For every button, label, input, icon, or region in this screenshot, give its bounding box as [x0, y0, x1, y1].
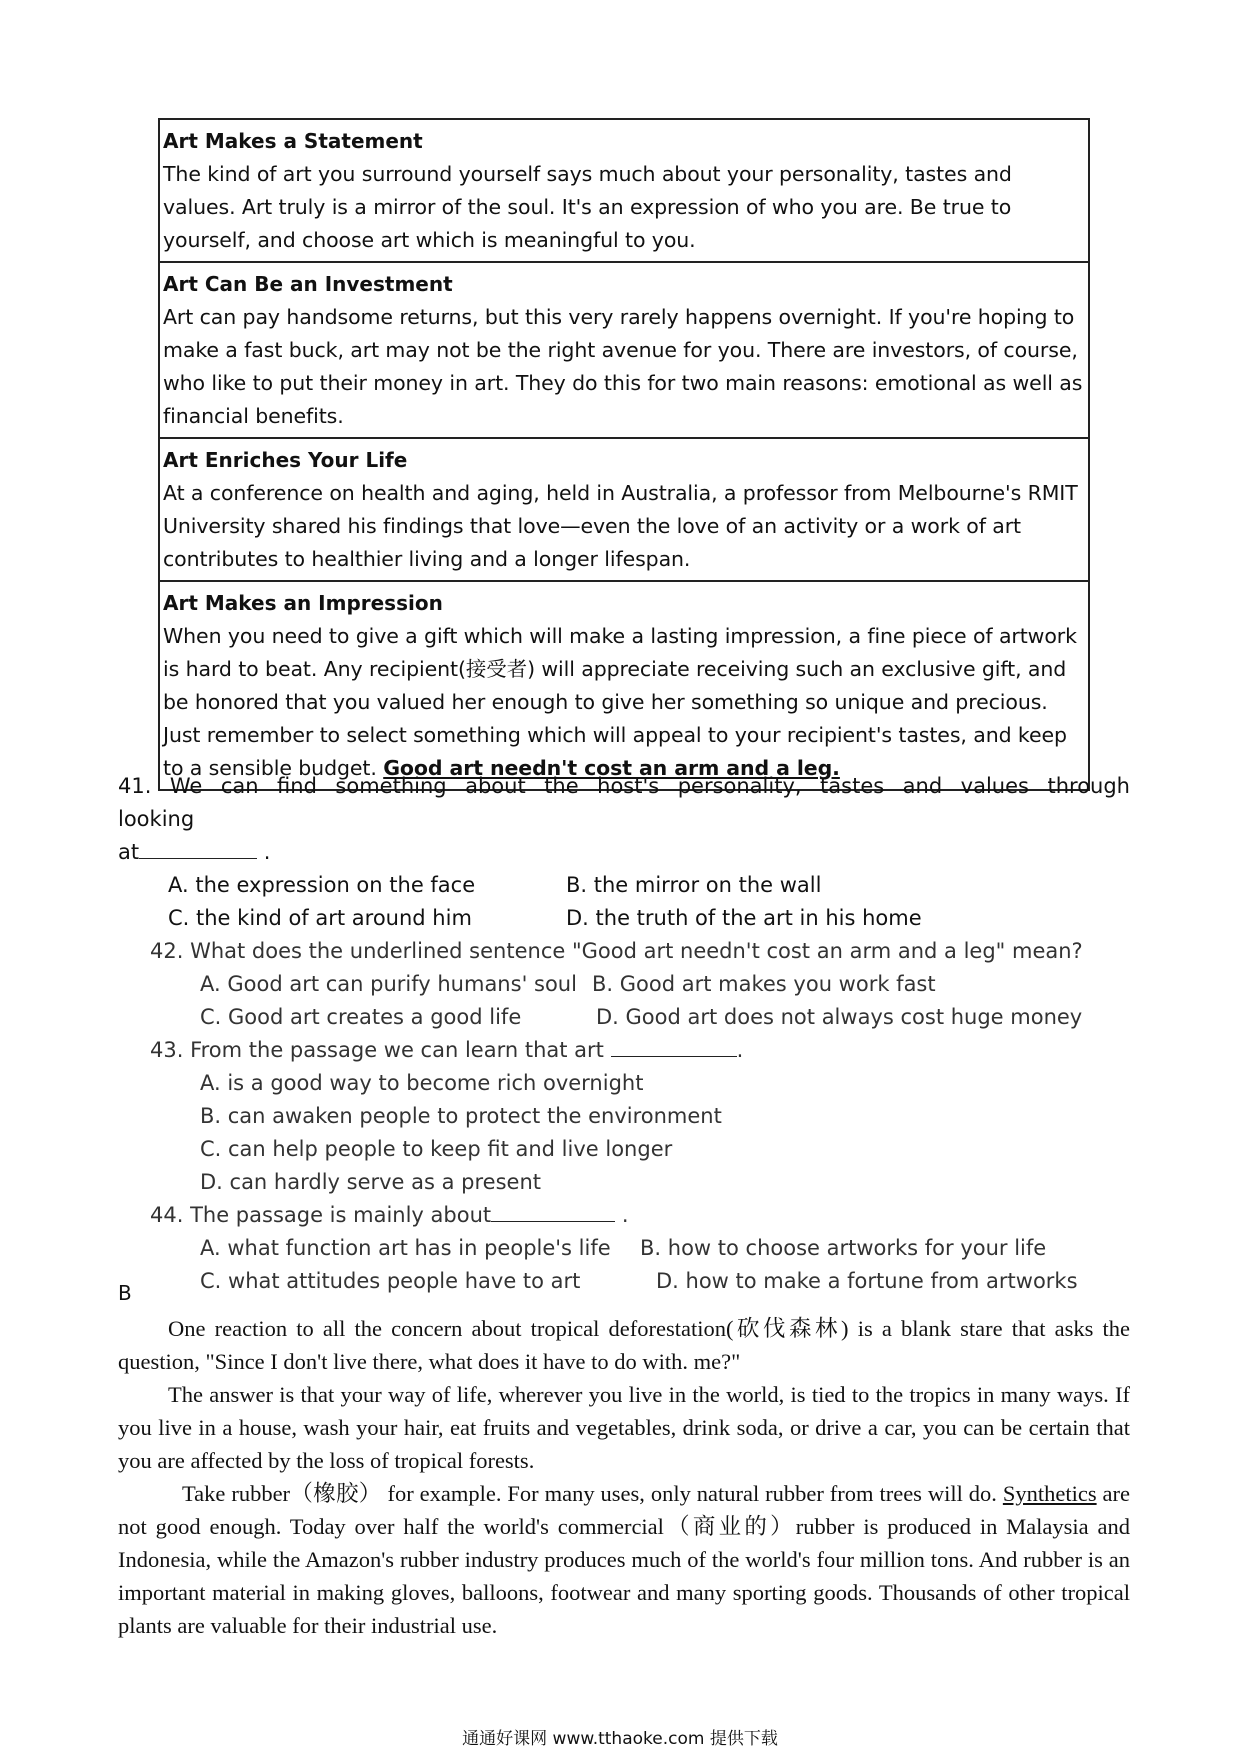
answer-blank	[139, 836, 257, 859]
paragraph-3-rest: are not good enough. Today over half the world's commercial（商业的）rubber is produced in Malaysia and Indonesia, while the Amazon's rubber industry produces much of the world's four million tons. And rubber is an important material in making gloves, balloons, footwear and many sporting goods. Thousands of other tropical plants are valuable for their industrial use.	[118, 1481, 1131, 1638]
paragraph-2: The answer is that your way of life, wherever you live in the world, is tied to the tropics in many ways. If you live in a house, wash your hair, eat fruits and vegetables, drink soda, or drive a car, you can be certain that you are affected by the loss of tropical forests.	[118, 1382, 1130, 1473]
options-row	[118, 1001, 1130, 1034]
option-b: B. how to choose artworks for your life	[640, 1236, 1047, 1260]
passage-b	[118, 1278, 1130, 1642]
option-c: C. the kind of art around him	[168, 906, 472, 930]
option-d: D. can hardly serve as a present	[200, 1170, 542, 1194]
paragraph-3	[118, 1477, 1130, 1642]
options-row	[118, 968, 1130, 1001]
options-row	[118, 869, 1130, 902]
question-44-text: 44. The passage is mainly about	[150, 1203, 492, 1227]
section-title: Art Enriches Your Life	[163, 448, 408, 472]
section-body: Art can pay handsome returns, but this very rarely happens overnight. If you're hoping to make a fast buck, art may not be the right avenue for you. There are investors, of course, who like to put their money in art. They do this for two main reasons: emotional as well as financial benefits.	[163, 305, 1083, 428]
section-body: The kind of art you surround yourself says much about your personality, tastes and values. Art truly is a mirror of the soul. It's an expression of who you are. Be true to yourself, and choose art which is meaningful to you.	[163, 162, 1012, 252]
option-d: D. the truth of the art in his home	[566, 906, 922, 930]
questions	[118, 770, 1130, 1298]
art-section	[160, 120, 1088, 263]
option-b: B. the mirror on the wall	[566, 873, 822, 897]
section-body: At a conference on health and aging, held in Australia, a professor from Melbourne's RMIT University shared his findings that love—even the love of an activity or a work of art contributes to healthier living and a longer lifespan.	[163, 481, 1078, 571]
options-row	[118, 1232, 1130, 1265]
question-41-stem-end	[118, 836, 1130, 869]
question-43-text: 43. From the passage we can learn that art	[150, 1038, 604, 1062]
option-c: C. Good art creates a good life	[200, 1005, 522, 1029]
question-43-tail: .	[736, 1038, 744, 1062]
question-44-tail: .	[621, 1203, 629, 1227]
option-d: D. Good art does not always cost huge money	[596, 1005, 1083, 1029]
question-43-stem	[118, 1034, 1130, 1067]
footer-credit: 通通好课网 www.tthaoke.com 提供下载	[462, 1729, 778, 1749]
options-row	[118, 902, 1130, 935]
paragraph-3-start: Take rubber（橡胶） for example. For many uses, only natural rubber from trees will do.	[182, 1481, 997, 1506]
question-44-stem	[118, 1199, 1130, 1232]
art-section	[160, 263, 1088, 439]
section-body-text: When you need to give a gift which will make a lasting impression, a fine piece of artwork is hard to beat. Any recipient(接受者) will appreciate receiving such an exclusive gift, and be honored that you valued her enough to give her something so unique and precious. Just remember to select something which will appeal to your recipient's tastes, and keep to a sensible budget.	[163, 624, 1077, 780]
option-b: B. can awaken people to protect the environment	[200, 1104, 722, 1128]
underlined-word: Synthetics	[1002, 1481, 1097, 1506]
question-41-at: at	[118, 840, 140, 864]
option-a: A. is a good way to become rich overnight	[200, 1071, 644, 1095]
option-a: A. what function art has in people's life	[200, 1236, 611, 1260]
art-section	[160, 582, 1088, 789]
option-a: A. Good art can purify humans' soul	[200, 972, 577, 996]
answer-blank	[491, 1199, 615, 1222]
section-title: Art Can Be an Investment	[163, 272, 453, 296]
art-sections-table	[158, 118, 1090, 791]
art-section	[160, 439, 1088, 582]
option-a: A. the expression on the face	[168, 873, 476, 897]
section-title: Art Makes a Statement	[163, 129, 423, 153]
question-41-stem: 41. We can find something about the host's personality, tastes and values through looking	[118, 774, 1130, 831]
option-b: B. Good art makes you work fast	[592, 972, 936, 996]
section-title: Art Makes an Impression	[163, 591, 443, 615]
underlined-sentence: Good art needn't cost an arm and a leg.	[383, 756, 840, 780]
passage-label: B	[118, 1281, 132, 1305]
answer-blank	[611, 1034, 737, 1057]
option-c: C. what attitudes people have to art	[200, 1269, 581, 1293]
question-42-stem: 42. What does the underlined sentence "Good art needn't cost an arm and a leg" mean?	[150, 939, 1083, 963]
option-d: D. how to make a fortune from artworks	[656, 1269, 1078, 1293]
option-c: C. can help people to keep fit and live longer	[200, 1137, 673, 1161]
section-body	[163, 620, 1084, 785]
paragraph-1: One reaction to all the concern about tropical deforestation(砍伐森林) is a blank stare that asks the question, "Since I don't live there, what does it have to do with. me?"	[118, 1316, 1130, 1374]
question-41-tail: .	[263, 840, 271, 864]
